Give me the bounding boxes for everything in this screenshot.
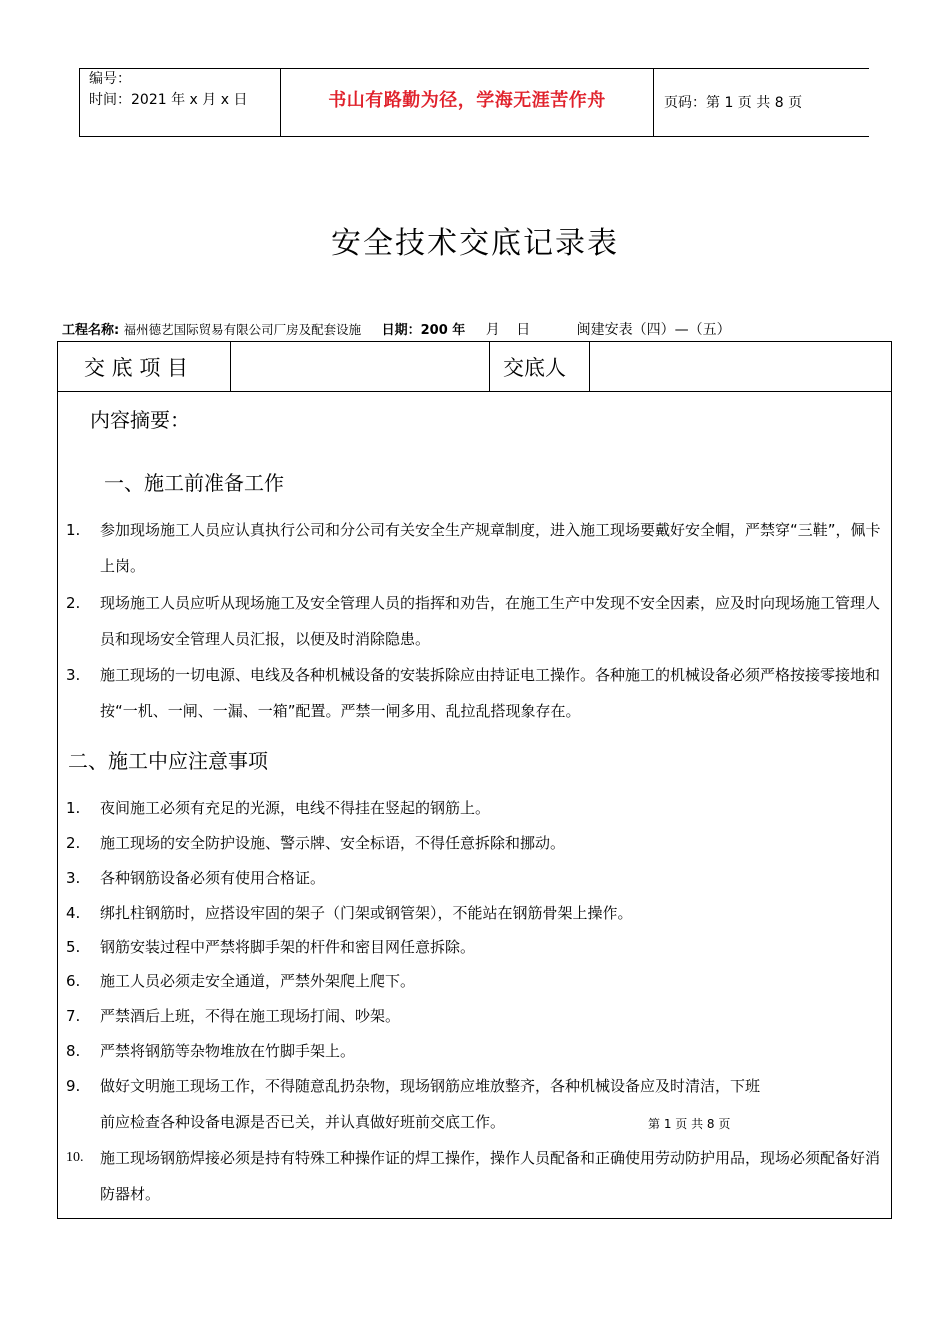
list-item: 10. 施工现场钢筋焊接必须是持有特殊工种操作证的焊工操作，操作人员配备和正确使用劳动防护用品，现场必须配备好消防器材。: [66, 1149, 881, 1203]
list-item: 1. 参加现场施工人员应认真执行公司和分公司有关安全生产规章制度，进入施工现场要戴好安全帽，严禁穿“三鞋”，佩卡上岗。: [66, 521, 881, 575]
list-item: 1. 夜间施工必须有充足的光源，电线不得挂在竖起的钢筋上。: [66, 799, 491, 817]
doc-time: 时间：2021 年 x 月 x 日: [89, 92, 248, 108]
list-item: 8. 严禁将钢筋等杂物堆放在竹脚手架上。: [66, 1042, 356, 1060]
date-day: 日: [516, 322, 531, 338]
list-item: 7. 严禁酒后上班，不得在施工现场打闹、吵架。: [66, 1007, 401, 1025]
disclosure-item-label: 交 底 项 目: [84, 356, 189, 380]
table-row-divider: [57, 391, 891, 392]
project-name: 福州德艺国际贸易有限公司厂房及配套设施: [123, 322, 362, 337]
list-item: 3. 施工现场的一切电源、电线及各种机械设备的安装拆除应由持证电工操作。各种施工的机械设备必须严格按接零接地和按“一机、一闸、一漏、一箱”配置。严禁一闸多用、乱拉乱搭现象存在。: [66, 666, 881, 720]
date-label: 日期：200 年: [381, 323, 466, 338]
summary-label: 内容摘要：: [90, 408, 190, 432]
section-heading-during: 二、施工中应注意事项: [68, 749, 268, 773]
list-item: 2. 施工现场的安全防护设施、警示牌、安全标语，不得任意拆除和挪动。: [66, 834, 566, 852]
list-item: 9. 做好文明施工现场工作，不得随意乱扔杂物，现场钢筋应堆放整齐，各种机械设备应及时清洁，下班前应检查各种设备电源是否已关，并认真做好班前交底工作。: [66, 1077, 761, 1131]
doc-number: 编号：: [89, 71, 131, 87]
list-item: 5. 钢筋安装过程中严禁将脚手架的杆件和密目网任意拆除。: [66, 938, 476, 956]
discloser-label: 交底人: [503, 356, 566, 380]
form-code: 闽建安表（四）—（五）: [576, 322, 731, 338]
project-label: 工程名称:: [62, 323, 120, 338]
list-item: 3. 各种钢筋设备必须有使用合格证。: [66, 869, 326, 887]
list-item: 4. 绑扎柱钢筋时，应搭设牢固的架子（门架或钢管架），不能站在钢筋骨架上操作。: [66, 904, 633, 922]
table-col-divider: [589, 341, 590, 391]
page-title: 安全技术交底记录表: [331, 226, 619, 261]
project-info-line: [62, 319, 892, 339]
list-item: 2. 现场施工人员应听从现场施工及安全管理人员的指挥和劝告，在施工生产中发现不安全因素，应及时向现场施工管理人员和现场安全管理人员汇报，以便及时消除隐患。: [66, 594, 881, 648]
header-pager: 页码：第 1 页 共 8 页: [664, 95, 803, 111]
date-month: 月: [485, 322, 500, 338]
header-motto: 书山有路勤为径，学海无涯苦作舟: [328, 90, 606, 111]
table-col-divider: [489, 341, 490, 391]
list-item: 6. 施工人员必须走安全通道，严禁外架爬上爬下。: [66, 972, 416, 990]
header-divider: [79, 68, 80, 136]
section-heading-prep: 一、施工前准备工作: [104, 471, 284, 495]
header-meta: [89, 69, 247, 111]
page-footnote: 第 1 页 共 8 页: [648, 1117, 731, 1131]
table-col-divider: [230, 341, 231, 391]
